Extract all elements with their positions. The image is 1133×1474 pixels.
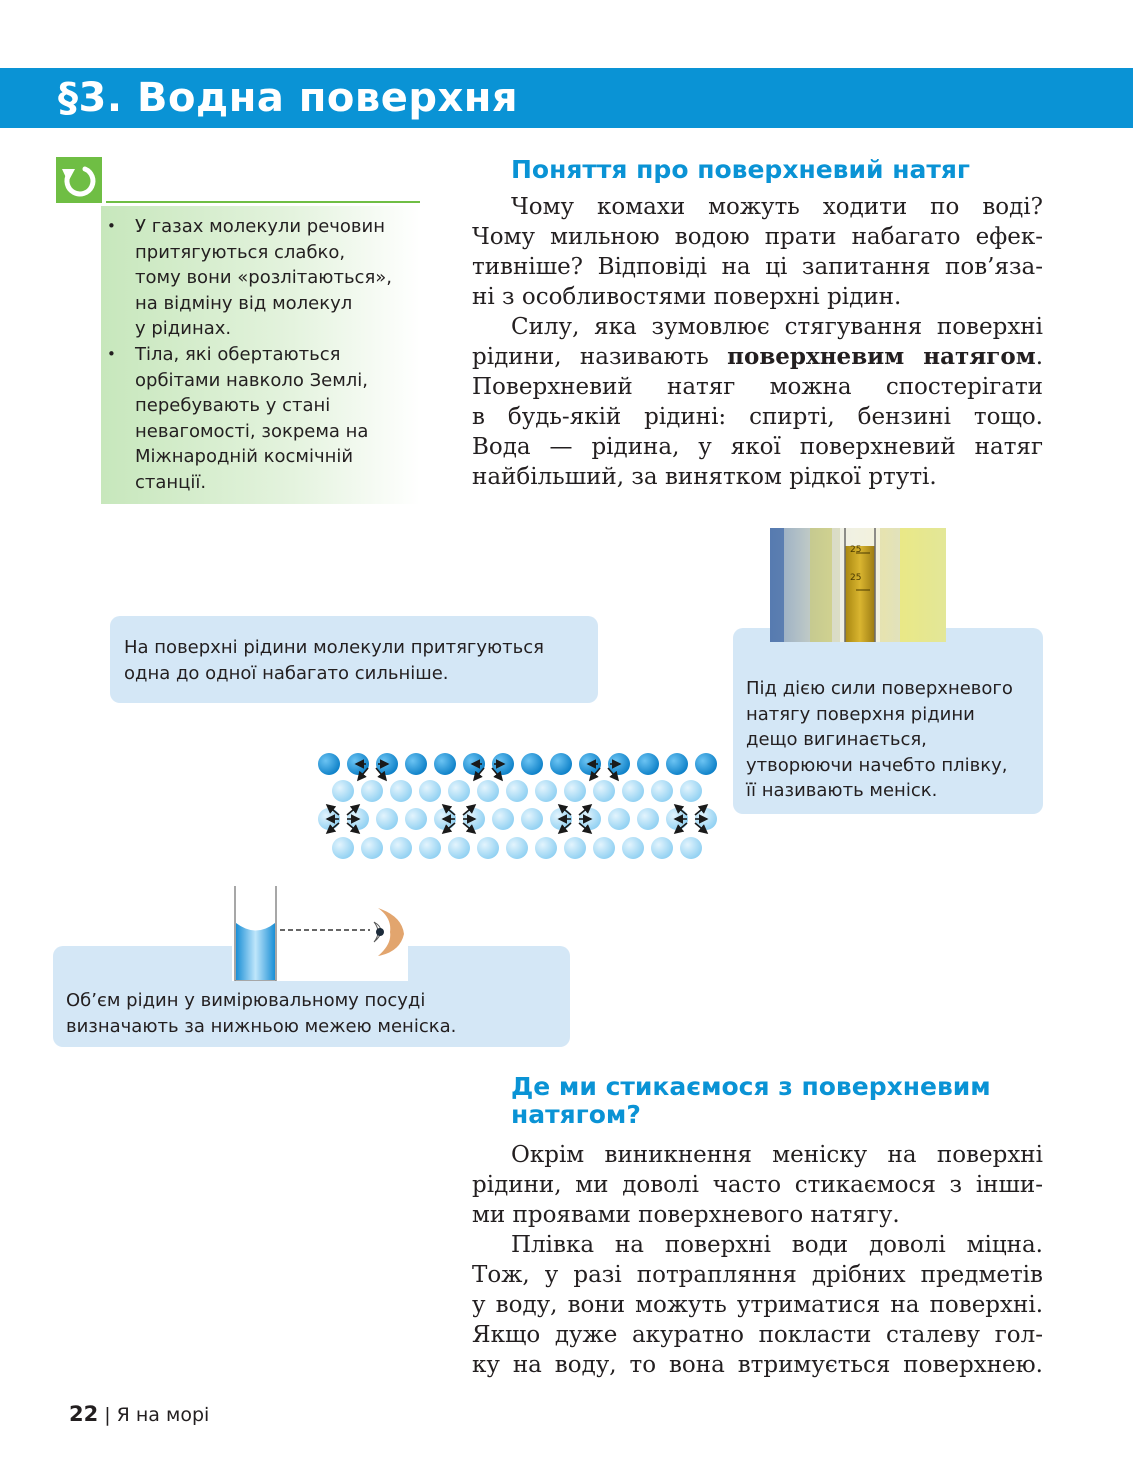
callout-line: утворюючи начебто плівку, [746, 754, 1008, 776]
heading-line: Де ми стикаємося з поверхневим [511, 1072, 991, 1101]
text-line: Чому мильною водою прати набагато ефек- [472, 224, 1043, 250]
molecule [535, 780, 557, 802]
section-header-bar [0, 68, 1133, 128]
molecule [332, 780, 354, 802]
text-line: Якщо дуже акуратно покласти сталеву гол- [472, 1322, 1043, 1348]
term-surface-tension: поверхневим натягом [727, 343, 1036, 370]
molecule [550, 753, 572, 775]
molecule [477, 837, 499, 859]
molecule [405, 808, 427, 830]
callout-line: Об’єм рідин у вимірювальному посуді [66, 990, 426, 1011]
meniscus-reading-diagram [232, 886, 408, 981]
callout-line: Під дією сили поверхневого [746, 678, 1013, 699]
recall-line: станції. [135, 471, 207, 493]
section2-text [472, 1140, 1043, 1380]
recall-divider [106, 201, 420, 203]
recall-box [101, 206, 420, 504]
text-line: Поверхневий натяг можна спостерігати [472, 374, 1043, 400]
text-fragment: рідини, називають [472, 344, 728, 370]
molecule [506, 837, 528, 859]
recall-line: притягуються слабко, [135, 241, 346, 263]
molecule [419, 780, 441, 802]
molecule [695, 753, 717, 775]
molecule [492, 808, 514, 830]
recall-line: перебувають у стані [135, 395, 331, 417]
molecule [651, 837, 673, 859]
text-fragment: . [1035, 344, 1043, 370]
molecule [390, 780, 412, 802]
molecule [564, 837, 586, 859]
text-line: ні з особливостями поверхні рідин. [472, 284, 902, 310]
surface-molecules-callout [110, 616, 598, 703]
recall-line: на відміну від молекул [135, 292, 353, 314]
molecule [680, 780, 702, 802]
callout-line: натягу поверхня рідини [746, 703, 975, 725]
molecule [622, 780, 644, 802]
text-line: Окрім виникнення меніску на поверхні [511, 1142, 1043, 1168]
text-line: тивніше? Відповіді на ці запитання пов’яза- [472, 254, 1043, 280]
molecule [318, 753, 340, 775]
molecule [376, 808, 398, 830]
molecule [332, 837, 354, 859]
text-line: Чому комахи можуть ходити по воді? [511, 194, 1043, 220]
molecule [564, 780, 586, 802]
photo-tick-label: 25 [850, 573, 862, 583]
text-line: Тож, у разі потрапляння дрібних предметів [472, 1262, 1043, 1288]
molecule [593, 837, 615, 859]
text-line: Вода — рідина, у якої поверхневий натяг [472, 434, 1043, 460]
meniscus-callout [733, 628, 1043, 814]
molecule [622, 837, 644, 859]
recall-line: • Тіла, які обертаються [135, 343, 341, 365]
graduated-cylinder-photo [770, 528, 946, 642]
molecule [666, 753, 688, 775]
text-line: Плівка на поверхні води доволі міцна. [511, 1232, 1043, 1258]
recall-line: • У газах молекули речовин [135, 216, 385, 237]
footer-separator: | [104, 1404, 111, 1426]
molecule [506, 780, 528, 802]
molecule [448, 837, 470, 859]
page-number: 22 [69, 1402, 99, 1426]
text-line: ку на воду, то вона втримується поверхнею. [472, 1352, 1043, 1378]
callout-line: дещо вигинається, [746, 729, 927, 750]
molecule [637, 808, 659, 830]
recall-item [135, 342, 420, 496]
callout-line: визначають за нижньою межею меніска. [66, 1015, 457, 1037]
section-heading-surface-tension: Поняття про поверхневий натяг [511, 155, 970, 184]
molecule-lattice-diagram [313, 744, 718, 864]
molecule [521, 808, 543, 830]
molecule [390, 837, 412, 859]
page-title: §3. Водна поверхня [58, 75, 519, 121]
section-heading-encounters [511, 1073, 991, 1129]
recall-line: тому вони «розлітаються», [135, 267, 393, 289]
molecule [651, 780, 673, 802]
molecule [405, 753, 427, 775]
recall-line: невагомості, зокрема на [135, 420, 369, 442]
page-footer [69, 1401, 209, 1427]
molecule [477, 780, 499, 802]
recall-line: Міжнародній космічній [135, 446, 354, 468]
text-line [472, 342, 1043, 372]
molecule [448, 780, 470, 802]
recall-item [135, 214, 420, 342]
molecule [637, 753, 659, 775]
text-line: Силу, яка зумовлює стягування поверхні [511, 314, 1043, 340]
text-line: найбільший, за винятком рідкої ртуті. [472, 464, 937, 490]
text-line: в будь-якій рідині: спирті, бензині тощо. [472, 404, 1043, 430]
text-line: у воду, вони можуть утриматися на поверхні. [472, 1292, 1043, 1318]
molecule [521, 753, 543, 775]
chapter-name: Я на морі [116, 1404, 210, 1426]
undo-arrow-icon [56, 157, 102, 203]
section1-text [472, 192, 1043, 492]
photo-tick-label: 25 [850, 545, 862, 555]
molecule [361, 837, 383, 859]
heading-line: натягом? [511, 1100, 641, 1129]
molecule [680, 837, 702, 859]
recall-line: у рідинах. [135, 318, 232, 340]
molecule [434, 753, 456, 775]
recall-line: орбітами навколо Землі, [135, 369, 369, 391]
molecule [608, 808, 630, 830]
callout-line: її називають меніск. [746, 780, 938, 801]
callout-line: одна до одної набагато сильніше. [124, 662, 449, 684]
molecule [593, 780, 615, 802]
molecule [361, 780, 383, 802]
callout-line: На поверхні рідини молекули притягуються [124, 637, 544, 658]
molecule [419, 837, 441, 859]
text-line: рідини, ми доволі часто стикаємося з інши- [472, 1172, 1043, 1198]
text-line: ми проявами поверхневого натягу. [472, 1202, 900, 1228]
recall-list [101, 206, 420, 496]
molecule [535, 837, 557, 859]
